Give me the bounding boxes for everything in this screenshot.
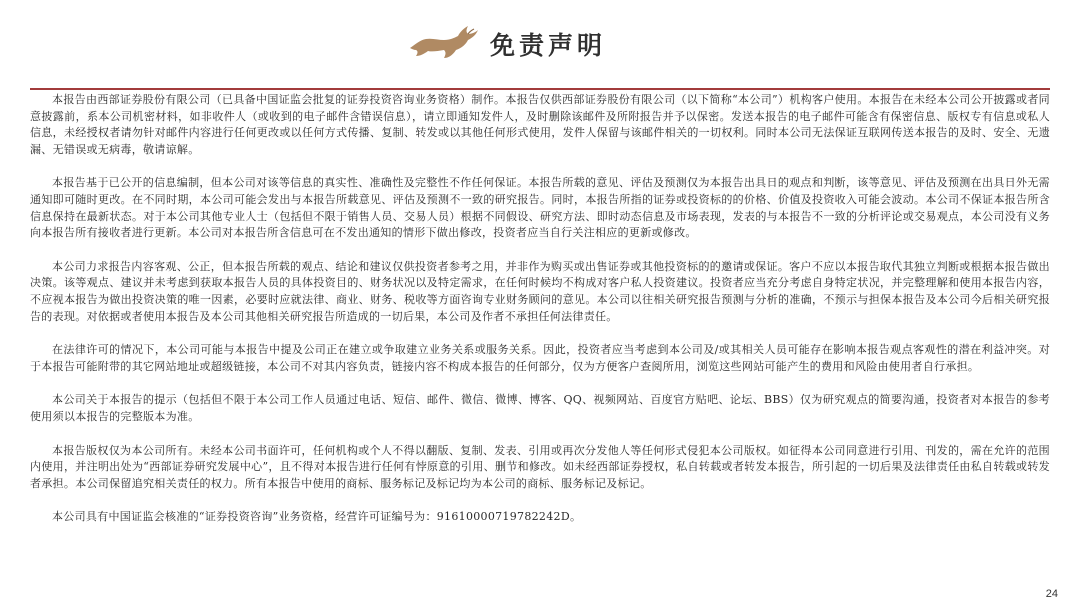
paragraph-communication-channels: 本公司关于本报告的提示（包括但不限于本公司工作人员通过电话、短信、邮件、微信、微博、博客、QQ、视频网站、百度官方贴吧、论坛、BBS）仅为研究观点的简要沟通，投资者对本报告的参考使用须以本报告的完整版本为准。 (30, 393, 1050, 423)
paragraph-license: 本公司具有中国证监会核准的“证券投资咨询”业务资格，经营许可证编号为：91610000719782242D。 (52, 510, 582, 524)
page-title: 免责声明 (490, 31, 607, 60)
header (0, 0, 1080, 90)
page-number: 24 (1045, 588, 1058, 600)
bull-logo-icon (408, 22, 480, 62)
paragraph-conflict-of-interest: 在法律许可的情况下，本公司可能与本报告中提及公司正在建立或争取建立业务关系或服务关系。因此，投资者应当考虑到本公司及/或其相关人员可能存在影响本报告观点客观性的潜在利益冲突。对于本报告可能附带的其它网站地址或超级链接，本公司不对其内容负责，链接内容不构成本报告的任何部分，仅为方便客户查阅所用，浏览这些网站可能产生的费用和风险由使用者自行承担。 (30, 343, 1050, 373)
paragraph-distribution: 本报告由西部证券股份有限公司（已具备中国证监会批复的证券投资咨询业务资格）制作。本报告仅供西部证券股份有限公司（以下简称“本公司”）机构客户使用。本报告在未经本公司公开披露或者同意披露前，系本公司机密材料，如非收件人（或收到的电子邮件含错误信息），请立即通知发件人，及时删除该邮件及所附报告并予以保密。发送本报告的电子邮件可能含有保密信息、版权专有信息或私人信息，未经授权者请勿针对邮件内容进行任何更改或以任何方式传播、复制、转发或以其他任何形式使用，发件人保留与该邮件相关的一切权利。同时本公司无法保证互联网传送本报告的及时、安全、无遗漏、无错误或无病毒，敬请谅解。 (30, 93, 1050, 156)
paragraph-information-basis: 本报告基于已公开的信息编制，但本公司对该等信息的真实性、准确性及完整性不作任何保证。本报告所载的意见、评估及预测仅为本报告出具日的观点和判断，该等意见、评估及预测在出具日外无需通知即可随时更改。在不同时期，本公司可能会发出与本报告所载意见、评估及预测不一致的研究报告。同时，本报告所指的证券或投资标的的价格、价值及投资收入可能会波动。本公司不保证本报告所含信息保持在最新状态。对于本公司其他专业人士（包括但不限于销售人员、交易人员）根据不同假设、研究方法、即时动态信息及市场表现，发表的与本报告不一致的分析评论或交易观点，本公司没有义务向本报告所有接收者进行更新。本公司对本报告所含信息可在不发出通知的情形下做出修改，投资者应当自行关注相应的更新或修改。 (30, 176, 1050, 240)
paragraph-copyright: 本报告版权仅为本公司所有。未经本公司书面许可，任何机构或个人不得以翻版、复制、发表、引用或再次分发他人等任何形式侵犯本公司版权。如征得本公司同意进行引用、刊发的，需在允许的范围内使用，并注明出处为“西部证券研究发展中心”，且不得对本报告进行任何有悖原意的引用、删节和修改。如未经西部证券授权，私自转载或者转发本报告，所引起的一切后果及法律责任由私自转载或转发者承担。本公司保留追究相关责任的权力。所有本报告中使用的商标、服务标记及标记均为本公司的商标、服务标记及标记。 (30, 443, 1050, 490)
header-divider (30, 88, 1050, 90)
paragraph-objectivity: 本公司力求报告内容客观、公正，但本报告所载的观点、结论和建议仅供投资者参考之用，并非作为购买或出售证券或其他投资标的的邀请或保证。客户不应以本报告取代其独立判断或根据本报告做出决策。该等观点、建议并未考虑到获取本报告人员的具体投资目的、财务状况以及特定需求，在任何时候均不构成对客户私人投资建议。投资者应当充分考虑自身特定状况，并完整理解和使用本报告内容，不应视本报告为做出投资决策的唯一因素，必要时应就法律、商业、财务、税收等方面咨询专业财务顾问的意见。本公司以往相关研究报告预测与分析的准确，不预示与担保本报告及本公司今后相关研究报告的表现。对依据或者使用本报告及本公司其他相关研究报告所造成的一切后果，本公司及作者不承担任何法律责任。 (30, 259, 1050, 323)
disclaimer-body (30, 92, 1050, 543)
